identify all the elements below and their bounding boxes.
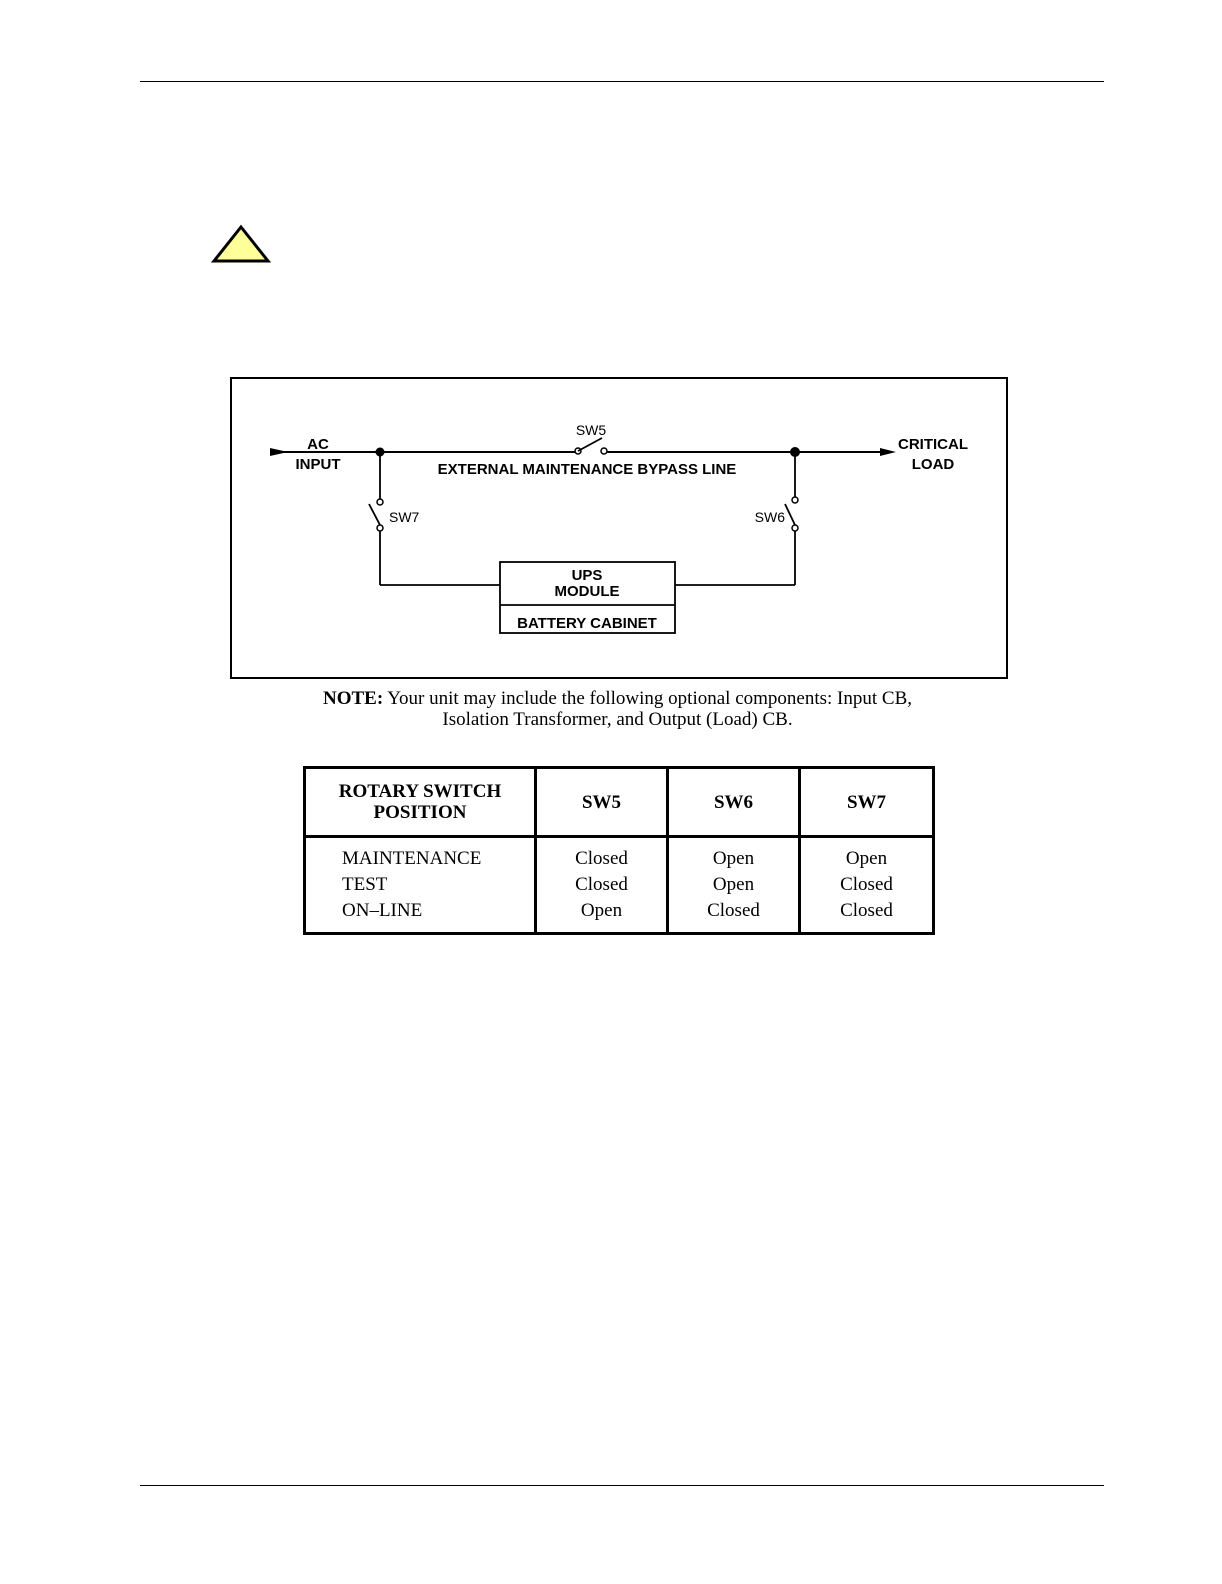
sw6-label: SW6 (754, 509, 785, 525)
table-body-row (305, 837, 934, 934)
bypass-diagram (230, 377, 1010, 681)
header-sw6: SW6 (668, 768, 800, 837)
header-position (305, 768, 536, 837)
switch-position-table (303, 766, 935, 935)
header-sw5: SW5 (536, 768, 668, 837)
ups-module-label-1: UPS (571, 567, 603, 584)
table-cell: TEST (342, 874, 388, 895)
table-cell: Open (845, 848, 888, 869)
table-cell: MAINTENANCE (342, 848, 482, 869)
table-cell: Open (580, 900, 623, 921)
bottom-rule (140, 1485, 1104, 1486)
header-sw7: SW7 (800, 768, 934, 837)
note-text-2: Isolation Transformer, and Output (Load) CB. (442, 709, 793, 730)
critical-load-label-1: CRITICAL (898, 436, 968, 453)
sw5-label: SW5 (575, 422, 607, 438)
table-cell: ON–LINE (342, 900, 423, 921)
bypass-line-label: EXTERNAL MAINTENANCE BYPASS LINE (437, 461, 737, 478)
header-position-line-1: ROTARY SWITCH (338, 781, 502, 802)
table-cell: Closed (575, 874, 628, 895)
warning-triangle-icon (210, 224, 272, 264)
table-cell: Open (712, 848, 755, 869)
note-paragraph (240, 688, 995, 730)
battery-cabinet-label: BATTERY CABINET (517, 615, 657, 632)
note-text-1: Your unit may include the following optional components: Input CB, (387, 688, 912, 709)
sw7-column (800, 837, 934, 934)
position-column (305, 837, 536, 934)
ac-input-label-2: INPUT (295, 456, 341, 473)
header-position-line-2: POSITION (373, 802, 467, 823)
table-cell: Closed (575, 848, 628, 869)
top-rule (140, 81, 1104, 82)
table-cell: Closed (840, 900, 893, 921)
sw7-label: SW7 (389, 509, 420, 525)
table-cell: Closed (707, 900, 760, 921)
sw6-column (668, 837, 800, 934)
table-header-row (305, 768, 934, 837)
ups-module-label-2: MODULE (554, 583, 620, 600)
note-label: NOTE: (323, 688, 384, 709)
ac-input-label-1: AC (307, 436, 329, 453)
table-cell: Open (712, 874, 755, 895)
critical-load-label-2: LOAD (911, 456, 955, 473)
sw5-column (536, 837, 668, 934)
table-cell: Closed (840, 874, 893, 895)
